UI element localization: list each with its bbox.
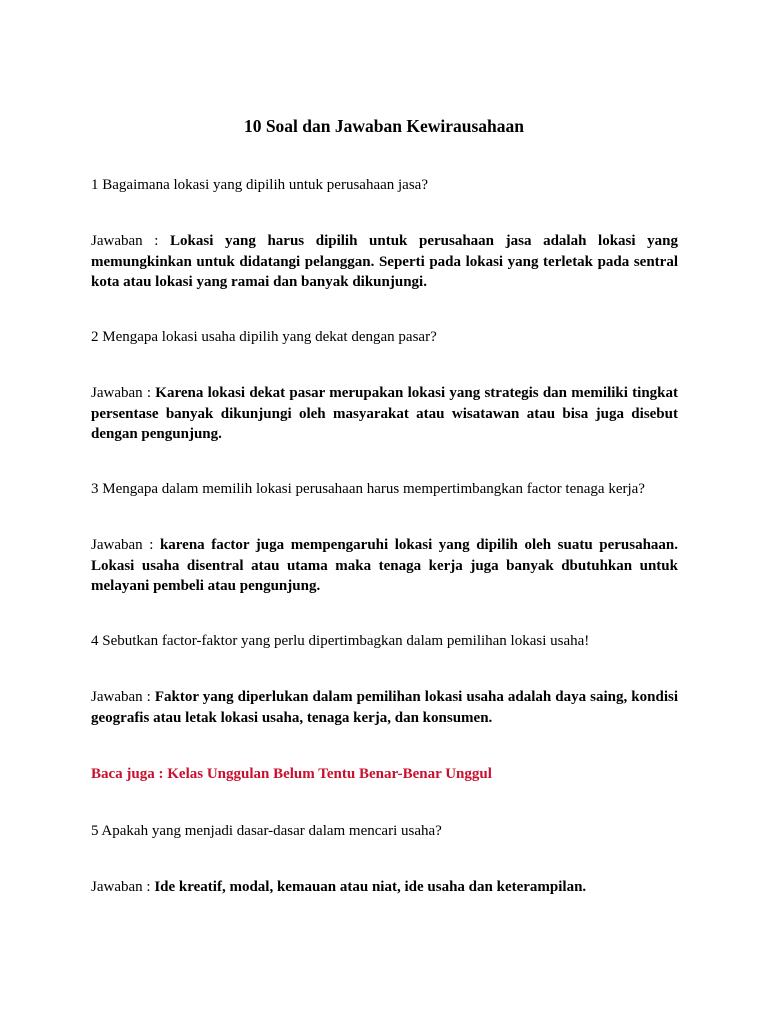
answer-text: Ide kreatif, modal, kemauan atau niat, ide usaha dan keterampilan. bbox=[154, 879, 587, 895]
answer-4 bbox=[91, 687, 678, 728]
answer-5 bbox=[91, 877, 678, 898]
answer-2 bbox=[91, 383, 678, 445]
answer-label: Jawaban : bbox=[91, 537, 154, 553]
question-3: 3 Mengapa dalam memilih lokasi perusahaan harus mempertimbangkan factor tenaga kerja? bbox=[91, 481, 645, 497]
answer-label: Jawaban : bbox=[91, 233, 159, 249]
answer-label: Jawaban : bbox=[91, 689, 151, 705]
answer-text: Lokasi yang harus dipilih untuk perusahaan jasa adalah lokasi yang memungkinkan untuk didatangi pelanggan. Seperti pada lokasi yang terletak pada sentral kota atau lokasi yang ramai dan banyak dikunjungi. bbox=[91, 233, 679, 290]
question-2: 2 Mengapa lokasi usaha dipilih yang dekat dengan pasar? bbox=[91, 329, 437, 345]
answer-text: Faktor yang diperlukan dalam pemilihan lokasi usaha adalah daya saing, kondisi geografis atau letak lokasi usaha, tenaga kerja, dan konsumen. bbox=[91, 689, 678, 726]
related-article-link[interactable]: Baca juga : Kelas Unggulan Belum Tentu Benar-Benar Unggul bbox=[91, 766, 492, 782]
answer-label: Jawaban : bbox=[91, 385, 152, 401]
question-4: 4 Sebutkan factor-faktor yang perlu dipertimbagkan dalam pemilihan lokasi usaha! bbox=[91, 633, 590, 649]
answer-1 bbox=[91, 231, 678, 293]
answer-text: Karena lokasi dekat pasar merupakan lokasi yang strategis dan memiliki tingkat persentase banyak dikunjungi oleh masyarakat atau wisatawan atau bisa juga disebut dengan pengunjung. bbox=[91, 385, 678, 442]
question-1: 1 Bagaimana lokasi yang dipilih untuk perusahaan jasa? bbox=[91, 177, 428, 193]
answer-3 bbox=[91, 535, 678, 597]
answer-label: Jawaban : bbox=[91, 879, 151, 895]
answer-text: karena factor juga mempengaruhi lokasi yang dipilih oleh suatu perusahaan. Lokasi usaha disentral atau utama maka tenaga kerja juga banyak dbutuhkan untuk melayani pembeli atau pengunjung. bbox=[91, 537, 679, 594]
document-title: 10 Soal dan Jawaban Kewirausahaan bbox=[243, 116, 525, 136]
question-5: 5 Apakah yang menjadi dasar-dasar dalam mencari usaha? bbox=[91, 823, 442, 839]
